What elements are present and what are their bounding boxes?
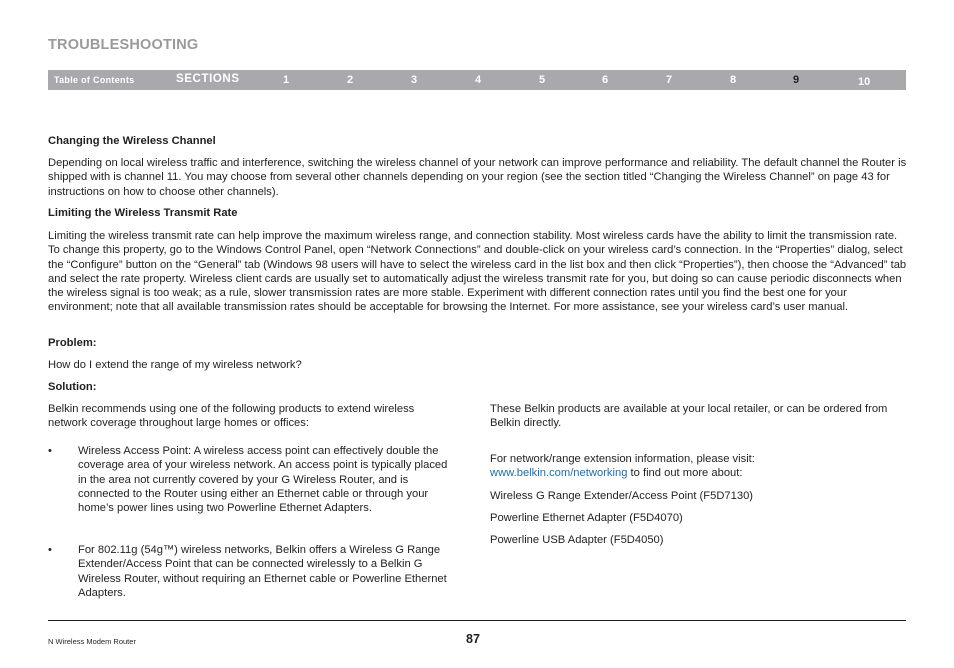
section-link-2[interactable]: 2 <box>347 74 354 86</box>
section-link-8[interactable]: 8 <box>730 74 737 86</box>
product-item: Powerline Ethernet Adapter (F5D4070) <box>490 512 683 524</box>
bullet-dot: • <box>48 445 52 457</box>
section-link-5[interactable]: 5 <box>539 74 546 86</box>
section-link-4[interactable]: 4 <box>475 74 482 86</box>
section-link-10[interactable]: 10 <box>858 76 871 88</box>
availability-text: These Belkin products are available at your local retailer, or can be ordered from Belkin directly. <box>490 403 888 430</box>
section-link-1[interactable]: 1 <box>283 74 290 86</box>
section-link-3[interactable]: 3 <box>411 74 418 86</box>
footer-divider <box>48 620 906 621</box>
page-number: 87 <box>466 632 480 646</box>
visit-paragraph <box>490 452 905 481</box>
sections-label: SECTIONS <box>176 73 240 85</box>
visit-suffix: to find out more about: <box>627 467 743 480</box>
section-link-7[interactable]: 7 <box>666 74 673 86</box>
solution-heading: Solution: <box>48 381 97 393</box>
visit-text: For network/range extension information, please visit: <box>490 453 755 465</box>
bullet-dot: • <box>48 544 52 556</box>
belkin-networking-link[interactable]: www.belkin.com/networking <box>490 467 628 480</box>
transmit-rate-heading: Limiting the Wireless Transmit Rate <box>48 207 238 219</box>
section-link-6[interactable]: 6 <box>602 74 609 86</box>
wireless-channel-paragraph: Depending on local wireless traffic and interference, switching the wireless channel of your network can improve performance and reliability. The default channel the Router is shipped with is channel 11. You may choose from several other channels depending on your region (see the section titled “Changing the Wireless Channel” on page 43 for instructions on how to choose other channels). <box>48 157 907 198</box>
page-section-title: TROUBLESHOOTING <box>48 37 199 53</box>
problem-heading: Problem: <box>48 337 97 349</box>
transmit-rate-paragraph: Limiting the wireless transmit rate can help improve the maximum wireless range, and connection stability. Most wireless cards have the ability to limit the transmission rate. To change this property, go to the Windows Control Panel, open “Network Connections” and double-click on your wireless card’s connection. In the “Properties” dialog, select the “Configure” button on the “General” tab (Windows 98 users will have to select the wireless card in the list box and then click “Properties”), then choose the “Advanced” tab and select the rate property. Wireless client cards are usually set to automatically adjust the wireless transmit rate for you, but doing so can cause periodic disconnects when the wireless signal is too weak; as a rule, slower transmission rates are more stable. Experiment with different connection rates until you find the best one for your environment; note that all available transmission rates should be acceptable for browsing the Internet. For more assistance, see your wireless card’s user manual. <box>48 230 907 314</box>
product-item: Powerline USB Adapter (F5D4050) <box>490 534 664 546</box>
footer-product-name: N Wireless Modem Router <box>48 637 136 646</box>
bullet-text: For 802.11g (54g™) wireless networks, Belkin offers a Wireless G Range Extender/Access Point that can be connected wirelessly to a Belkin G Wireless Router, without requiring an Ethernet cable or Powerline Ethernet Adapters. <box>78 544 447 599</box>
solution-intro: Belkin recommends using one of the following products to extend wireless network coverage throughout large homes or offices: <box>48 403 415 430</box>
section-link-9-current[interactable]: 9 <box>793 74 800 86</box>
bullet-text: Wireless Access Point: A wireless access point can effectively double the coverage area of your wireless network. An access point is typically placed in the area not currently covered by your G Wireless Router, and is connected to the Router using either an Ethernet cable or through your home’s power lines using two Powerline Ethernet Adapters. <box>78 445 448 515</box>
table-of-contents-link[interactable]: Table of Contents <box>54 75 135 85</box>
problem-text: How do I extend the range of my wireless network? <box>48 359 302 371</box>
product-item: Wireless G Range Extender/Access Point (F5D7130) <box>490 490 754 502</box>
section-navigation-bar <box>48 70 906 90</box>
wireless-channel-heading: Changing the Wireless Channel <box>48 135 216 147</box>
